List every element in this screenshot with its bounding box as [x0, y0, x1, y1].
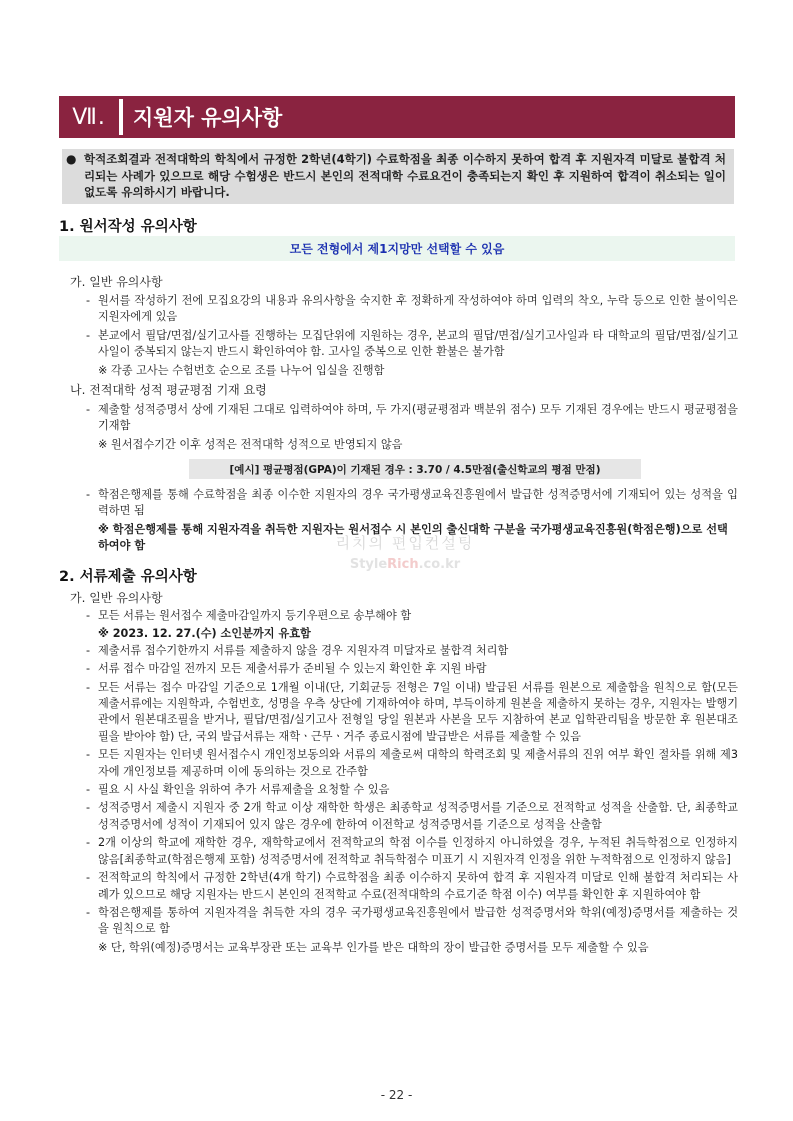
- list-item: [86, 680, 738, 746]
- dash-icon: -: [86, 294, 91, 307]
- watermark-url: [320, 557, 490, 572]
- dash-icon: -: [86, 801, 91, 815]
- subsection-1b-title: 나. 전적대학 성적 평균평점 기재 요령: [70, 383, 267, 397]
- reference-note: ※ 학점은행제를 통해 지원자격을 취득한 지원자는 원서접수 시 본인의 출신대학 구분을 국가평생교육진흥원(학점은행)으로 선택하여야 함: [98, 522, 728, 553]
- section-1-title: 1. 원서작성 유의사항: [59, 219, 197, 235]
- list-item: [86, 293, 738, 326]
- dash-icon: -: [86, 328, 91, 342]
- list-item: [86, 782, 738, 798]
- list-item-text: 모든 지원자는 인터넷 원서접수시 개인정보동의와 서류의 제출로써 대학의 학력조회 및 제출서류의 진위 여부 확인 절차를 위해 제3자에 개인정보를 제공하며 이에 동의하는 것으로 간주함: [98, 748, 738, 778]
- dash-icon: -: [86, 836, 91, 850]
- list-item: [86, 643, 738, 659]
- watermark-url-part: Rich: [387, 557, 419, 572]
- chapter-title: 지원자 유의사항: [133, 106, 283, 130]
- list-item: [86, 487, 738, 520]
- highlight-banner: 모든 전형에서 제1지망만 선택할 수 있음: [59, 236, 735, 261]
- reference-note: ※ 원서접수기간 이후 성적은 전적대학 성적으로 반영되지 않음: [98, 437, 403, 451]
- section-2-title: 2. 서류제출 유의사항: [59, 569, 197, 585]
- list-item: [86, 905, 738, 938]
- list-item-text: 필요 시 사실 확인을 위하여 추가 서류제출을 요청할 수 있음: [98, 783, 390, 797]
- dash-icon: -: [86, 783, 91, 797]
- list-item: [86, 835, 738, 868]
- reference-note: ※ 2023. 12. 27.(수) 소인분까지 유효함: [98, 627, 311, 641]
- notice-box: [62, 149, 734, 204]
- list-item-text: 2개 이상의 학교에 재학한 경우, 재학학교에서 전적학교의 학점 이수를 인정하지 아니하였을 경우, 누적된 취득학점으로 인정하지 않음[최종학교(학점은행제 포함) 성적증명서에 전적학교 취득학점수 미표기 시 지원자격 인정을 위한 누적학점으로 인정하지 않음]: [98, 836, 738, 866]
- list-item-text: 학점은행제를 통해 수료학점을 최종 이수한 지원자의 경우 국가평생교육진흥원에서 발급한 성적증명서에 기재되어 있는 성적을 입력하면 됨: [98, 488, 738, 518]
- list-item-text: 학점은행제를 통하여 지원자격을 취득한 자의 경우 국가평생교육진흥원에서 발급한 성적증명서와 학위(예정)증명서를 제출하는 것을 원칙으로 함: [98, 905, 738, 936]
- dash-icon: -: [86, 488, 91, 501]
- reference-note: ※ 단, 학위(예정)증명서는 교육부장관 또는 교육부 인가를 받은 대학의 장이 발급한 증명서를 모두 제출할 수 있음: [98, 940, 649, 954]
- list-item-text: 원서를 작성하기 전에 모집요강의 내용과 유의사항을 숙지한 후 정확하게 작성하여야 하며 입력의 착오, 누락 등으로 인한 불이익은 지원자에게 있음: [98, 294, 738, 324]
- list-item-text: 본교에서 필답/면접/실기고사를 진행하는 모집단위에 지원하는 경우, 본교의 필답/면접/실기고사일과 타 대학교의 필답/면접/실기고사일이 중복되지 않는지 반드시 확인하여야 함. 고사일 중복으로 인한 환불은 불가함: [98, 328, 738, 359]
- list-item-text: 성적증명서 제출시 지원자 중 2개 학교 이상 재학한 학생은 최종학교 성적증명서를 기준으로 전적학교 성적을 산출함. 단, 최종학교 성적증명서에 성적이 기재되어 있지 않은 경우에 한하여 이전학교 성적증명서를 기준으로 성적을 산출함: [98, 801, 738, 831]
- chapter-banner: [59, 96, 735, 138]
- dash-icon: -: [86, 905, 91, 919]
- chapter-number: Ⅶ.: [72, 104, 106, 130]
- reference-note: ※ 각종 고사는 수험번호 순으로 조를 나누어 입실을 진행함: [98, 363, 385, 377]
- subsection-2a-title: 가. 일반 유의사항: [70, 591, 163, 605]
- example-box: [예시] 평균평점(GPA)이 기재된 경우 : 3.70 / 4.5만점(출신학교의 평점 만점): [189, 459, 641, 479]
- dash-icon: -: [86, 403, 91, 416]
- list-item: [86, 661, 738, 677]
- list-item: [86, 800, 738, 833]
- list-item: [86, 402, 738, 435]
- list-item: [86, 328, 738, 361]
- list-item-text: 제출할 성적증명서 상에 기재된 그대로 입력하여야 하며, 두 가지(평균평점과 백분위 점수) 모두 기재된 경우에는 반드시 평균평점을 기재함: [98, 403, 738, 433]
- watermark-korean: 리치의 편입컨설팅: [335, 534, 475, 552]
- list-item: [86, 870, 738, 903]
- notice-text: 학적조회결과 전적대학의 학칙에서 규정한 2학년(4학기) 수료학점을 최종 이수하지 못하여 합격 후 지원자격 미달로 불합격 처리되는 사례가 있으므로 해당 수험생은 반드시 본인의 전적대학 수료요건이 충족되는지 확인 후 지원하여 합격이 취소되는 일이 없도록 유의하시기 바랍니다.: [84, 152, 726, 199]
- dash-icon: -: [86, 662, 91, 676]
- subsection-2a-list: [86, 608, 738, 956]
- list-item-text: 제출서류 접수기한까지 서류를 제출하지 않을 경우 지원자격 미달자로 불합격 처리함: [98, 643, 509, 657]
- list-item-text: 전적학교의 학칙에서 규정한 2학년(4개 학기) 수료학점을 최종 이수하지 못하여 합격 후 지원자격 미달로 인해 불합격 처리되는 사례가 있으므로 해당 지원자는 반드시 본인의 전적학교 수료(전적대학의 수료기준 학점 이수) 여부를 확인한 후 지원하여야 함: [98, 871, 738, 901]
- dash-icon: -: [86, 680, 91, 694]
- dash-icon: -: [86, 609, 91, 622]
- watermark-url-part: Style: [349, 557, 388, 572]
- bullet-icon: ●: [66, 152, 77, 166]
- list-item-text: 모든 서류는 접수 마감일 기준으로 1개월 이내(단, 기회균등 전형은 7일 이내) 발급된 서류를 원본으로 제출함을 원칙으로 함(모든 제출서류에는 지원학과, 수험번호, 성명을 우측 상단에 기재하여야 하며, 부득이하게 원본을 제출하지 못하는 경우, 지원자는 발행기관에서 원본대조필을 받거나, 필답/면접/실기고사 전형일 당일 원본과 사본을 모두 지참하여 본교 입학관리팀을 방문한 후 원본대조필을 받아야 함) 단, 국외 발급서류는 재학ㆍ근무ㆍ거주 종료시점에 발급받은 서류를 제출할 수 있음: [98, 680, 738, 743]
- subsection-1a-title: 가. 일반 유의사항: [70, 275, 163, 289]
- list-item-text: 서류 접수 마감일 전까지 모든 제출서류가 준비될 수 있는지 확인한 후 지원 바람: [98, 662, 487, 676]
- list-item: [86, 608, 738, 624]
- subsection-1b-list: [86, 402, 738, 453]
- dash-icon: -: [86, 643, 91, 657]
- dash-icon: -: [86, 871, 91, 885]
- subsection-1a-list: [86, 293, 738, 379]
- page-number: - 22 -: [380, 1088, 413, 1102]
- dash-icon: -: [86, 748, 91, 762]
- subsection-1b-list-2: [86, 487, 738, 555]
- list-item: [86, 747, 738, 780]
- list-item-text: 모든 서류는 원서접수 제출마감일까지 등기우편으로 송부해야 함: [98, 609, 412, 622]
- watermark-url-part: .co.kr: [418, 557, 461, 572]
